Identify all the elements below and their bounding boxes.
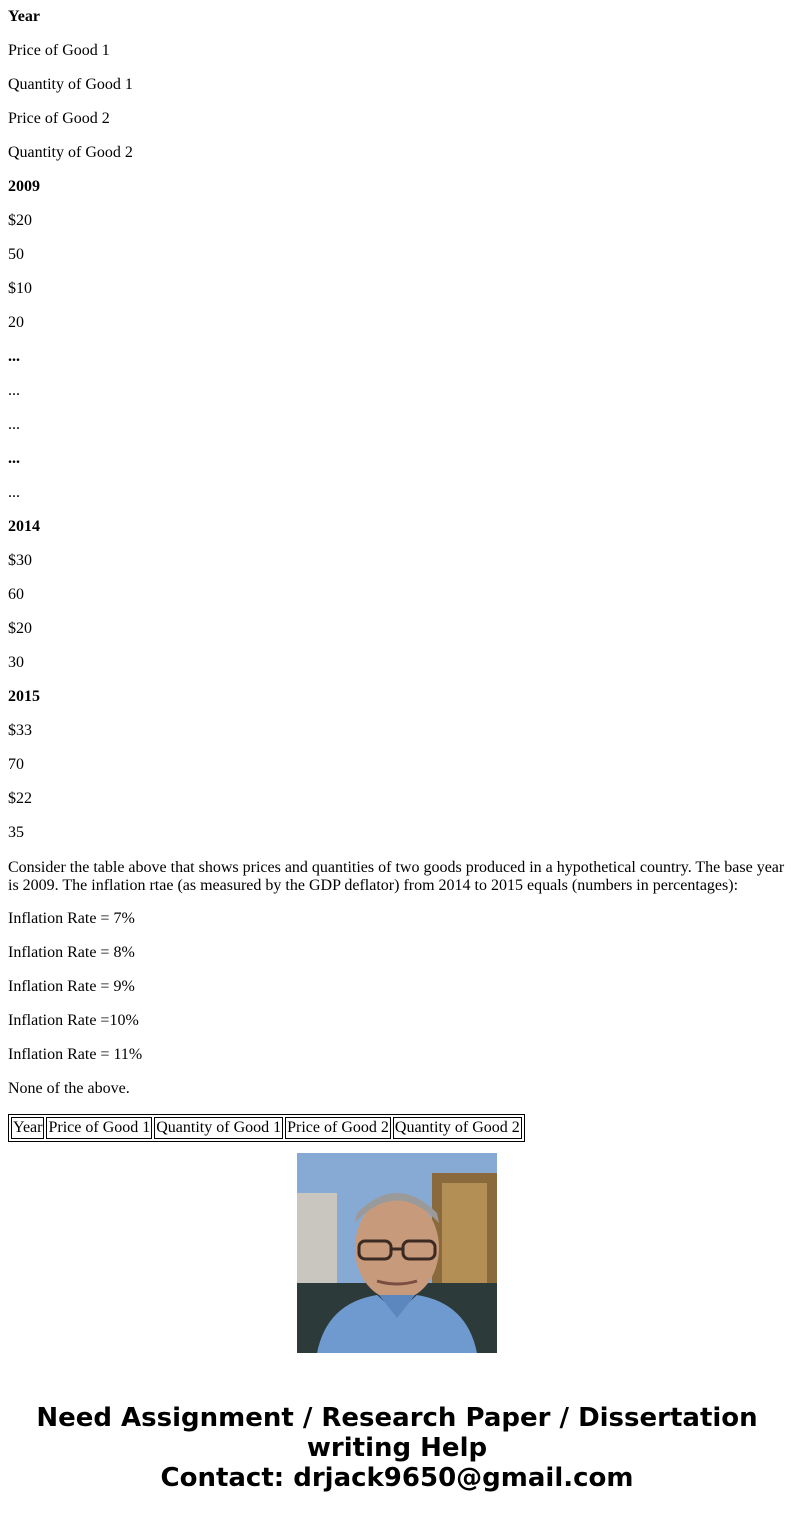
table-line: ... (8, 348, 20, 365)
portrait-illustration (297, 1153, 497, 1353)
table-line: ... (8, 484, 20, 501)
answer-option: Inflation Rate = 11% (8, 1046, 143, 1063)
answer-option: Inflation Rate = 7% (8, 910, 135, 927)
author-avatar (297, 1153, 497, 1353)
promo-line-2: writing Help (306, 1433, 488, 1463)
question-text: Consider the table above that shows prices and quantities of two goods produced in a hypothetical country. The base year is 2009. The inflation rtae (as measured by the GDP deflator) from 2014 to 2015 equals (numbers in percentages): (8, 859, 785, 894)
table-line: $20 (8, 212, 32, 229)
table-line: $20 (8, 620, 32, 637)
promo-banner (0, 1403, 794, 1493)
table-line: Quantity of Good 1 (8, 76, 133, 93)
table-header-cell: Quantity of Good 1 (154, 1117, 283, 1139)
table-header-cell: Price of Good 1 (46, 1117, 152, 1139)
table-line: $10 (8, 280, 32, 297)
table-line: Price of Good 2 (8, 110, 110, 127)
data-table (8, 1114, 525, 1142)
table-line: $33 (8, 722, 32, 739)
data-table-clipped (8, 1114, 528, 1136)
table-line: ... (8, 416, 20, 433)
table-line: 70 (8, 756, 24, 773)
table-line: $22 (8, 790, 32, 807)
table-line: 20 (8, 314, 24, 331)
promo-line-1: Need Assignment / Research Paper / Dissertation (36, 1403, 758, 1433)
answer-option: None of the above. (8, 1080, 130, 1097)
table-line: ... (8, 382, 20, 399)
table-line: 2014 (8, 518, 40, 535)
table-header-cell: Quantity of Good 2 (393, 1117, 522, 1139)
table-header-row (11, 1117, 522, 1139)
promo-contact: Contact: drjack9650@gmail.com (160, 1463, 634, 1493)
table-line: 2015 (8, 688, 40, 705)
table-line: 35 (8, 824, 24, 841)
table-line: $30 (8, 552, 32, 569)
table-line: Quantity of Good 2 (8, 144, 133, 161)
table-header-cell: Year (11, 1117, 44, 1139)
answer-option: Inflation Rate = 8% (8, 944, 135, 961)
table-line: Price of Good 1 (8, 42, 110, 59)
table-line: 60 (8, 586, 24, 603)
answer-option: Inflation Rate = 9% (8, 978, 135, 995)
table-line: 30 (8, 654, 24, 671)
table-line: 50 (8, 246, 24, 263)
table-header-cell: Price of Good 2 (285, 1117, 391, 1139)
table-line: 2009 (8, 178, 40, 195)
answer-option: Inflation Rate =10% (8, 1012, 139, 1029)
table-line: Year (8, 8, 40, 25)
table-line: ... (8, 450, 20, 467)
